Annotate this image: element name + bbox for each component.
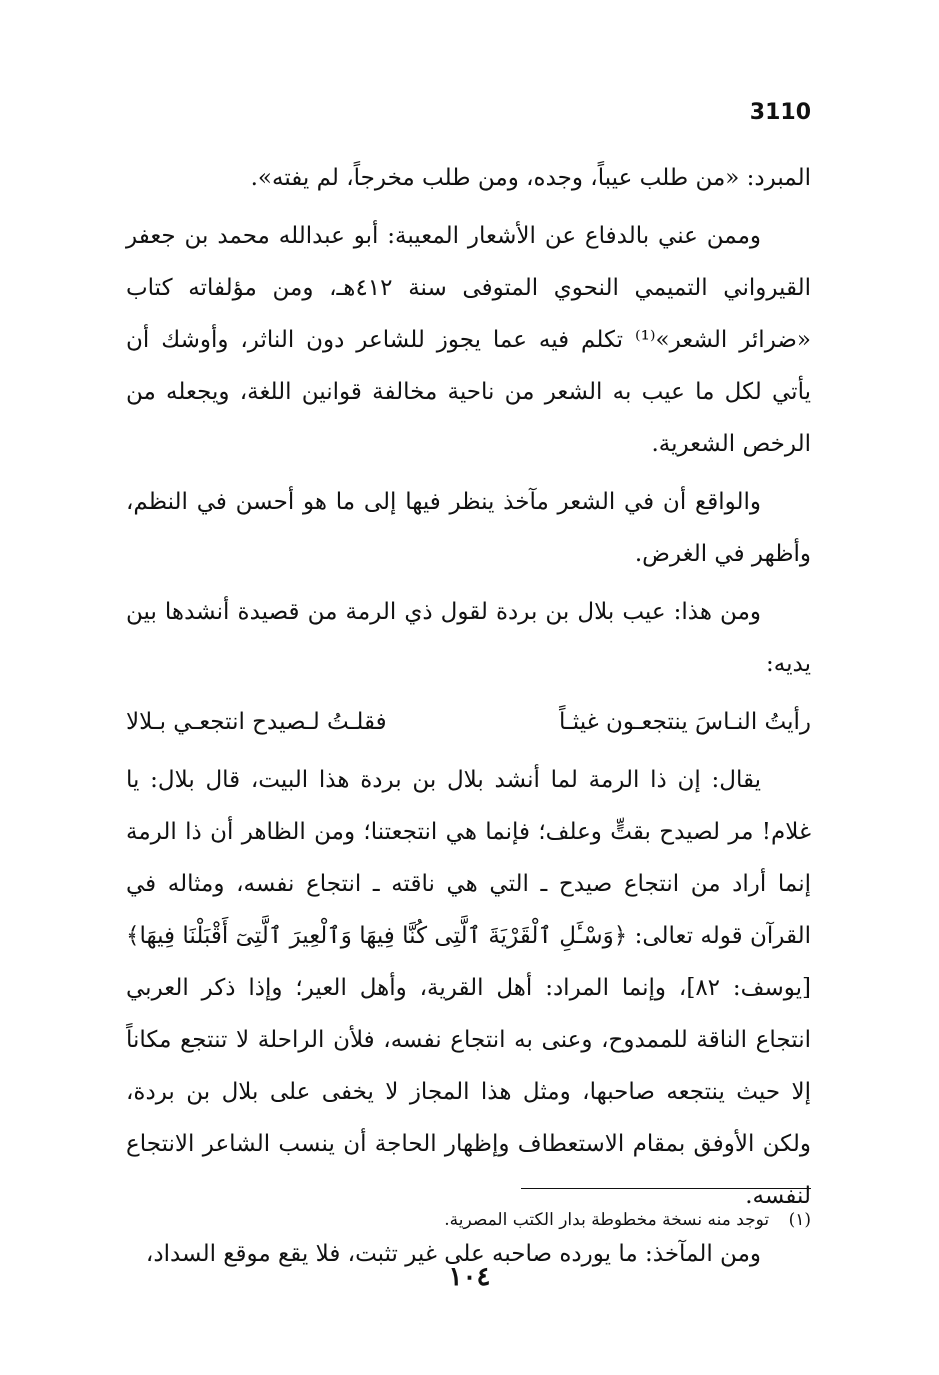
paragraph-4: ومن هذا: عيب بلال بن بردة لقول ذي الرمة من قصيدة أنشدها بين يديه: (126, 599, 811, 677)
body-text (126, 152, 811, 1286)
paragraph-5: يقال: إن ذا الرمة لما أنشد بلال بن بردة هذا البيت، قال بلال: يا غلام! مر لصيدح بقتٍّ وعلف؛ فإنما هي انتجعتنا؛ ومن الظاهر أن ذا الرمة إنما أراد من انتجاع صيدح ـ التي هي ناقته ـ انتجاع نفسه، ومثاله في القرآن قوله تعالى: ﴿وَسْـَٔلِ ٱلْقَرْيَةَ ٱلَّتِى كُنَّا فِيهَا وَٱلْعِيرَ ٱلَّتِىٓ أَقْبَلْنَا فِيهَا﴾[يوسف: ٨٢]، وإنما المراد: أهل القرية، وأهل العير؛ وإذا ذكر العربي انتجاع الناقة للممدوح، وعنى به انتجاع نفسه، فلأن الراحلة لا تنتجع مكاناً إلا حيث ينتجعه صاحبها، ومثل هذا المجاز لا يخفى على بلال بن بردة، ولكن الأوفق بمقام الاستعطاف وإظهار الحاجة أن ينسب الشاعر الانتجاع لنفسه. (126, 767, 811, 1209)
footnote-divider (521, 1188, 811, 1189)
verse-second-hemistich: فقلـتُ لـصيدح انتجعـي بـلالا (126, 709, 387, 735)
page-number-bottom: ١٠٤ (448, 1262, 491, 1292)
footnote (126, 1206, 811, 1234)
paragraph-2: وممن عني بالدفاع عن الأشعار المعيبة: أبو عبدالله محمد بن جعفر القيرواني التميمي النحوي المتوفى سنة ٤١٢هـ، ومن مؤلفاته كتاب «ضرائر الشعر»⁽¹⁾ تكلم فيه عما يجوز للشاعر دون الناثر، وأوشك أن يأتي لكل ما عيب به الشعر من ناحية مخالفة قوانين اللغة، ويجعله من الرخص الشعرية. (126, 223, 812, 457)
poem-verse (126, 696, 811, 748)
page-number-top: 3110 (749, 100, 811, 125)
paragraph-3: والواقع أن في الشعر مآخذ ينظر فيها إلى ما هو أحسن في النظم، وأظهر في الغرض. (126, 489, 811, 567)
paragraph-1: المبرد: «من طلب عيباً، وجده، ومن طلب مخرجاً، لم يفته». (250, 165, 811, 191)
footnote-text: توجد منه نسخة مخطوطة بدار الكتب المصرية. (444, 1210, 770, 1230)
paragraph-6: ومن المآخذ: ما يورده صاحبه على غير تثبت، فلا يقع موقع السداد، (145, 1241, 761, 1267)
footnote-marker: (١) (788, 1210, 811, 1230)
verse-first-hemistich: رأيتُ النـاسَ ينتجعـون غيثـاً (559, 709, 811, 735)
